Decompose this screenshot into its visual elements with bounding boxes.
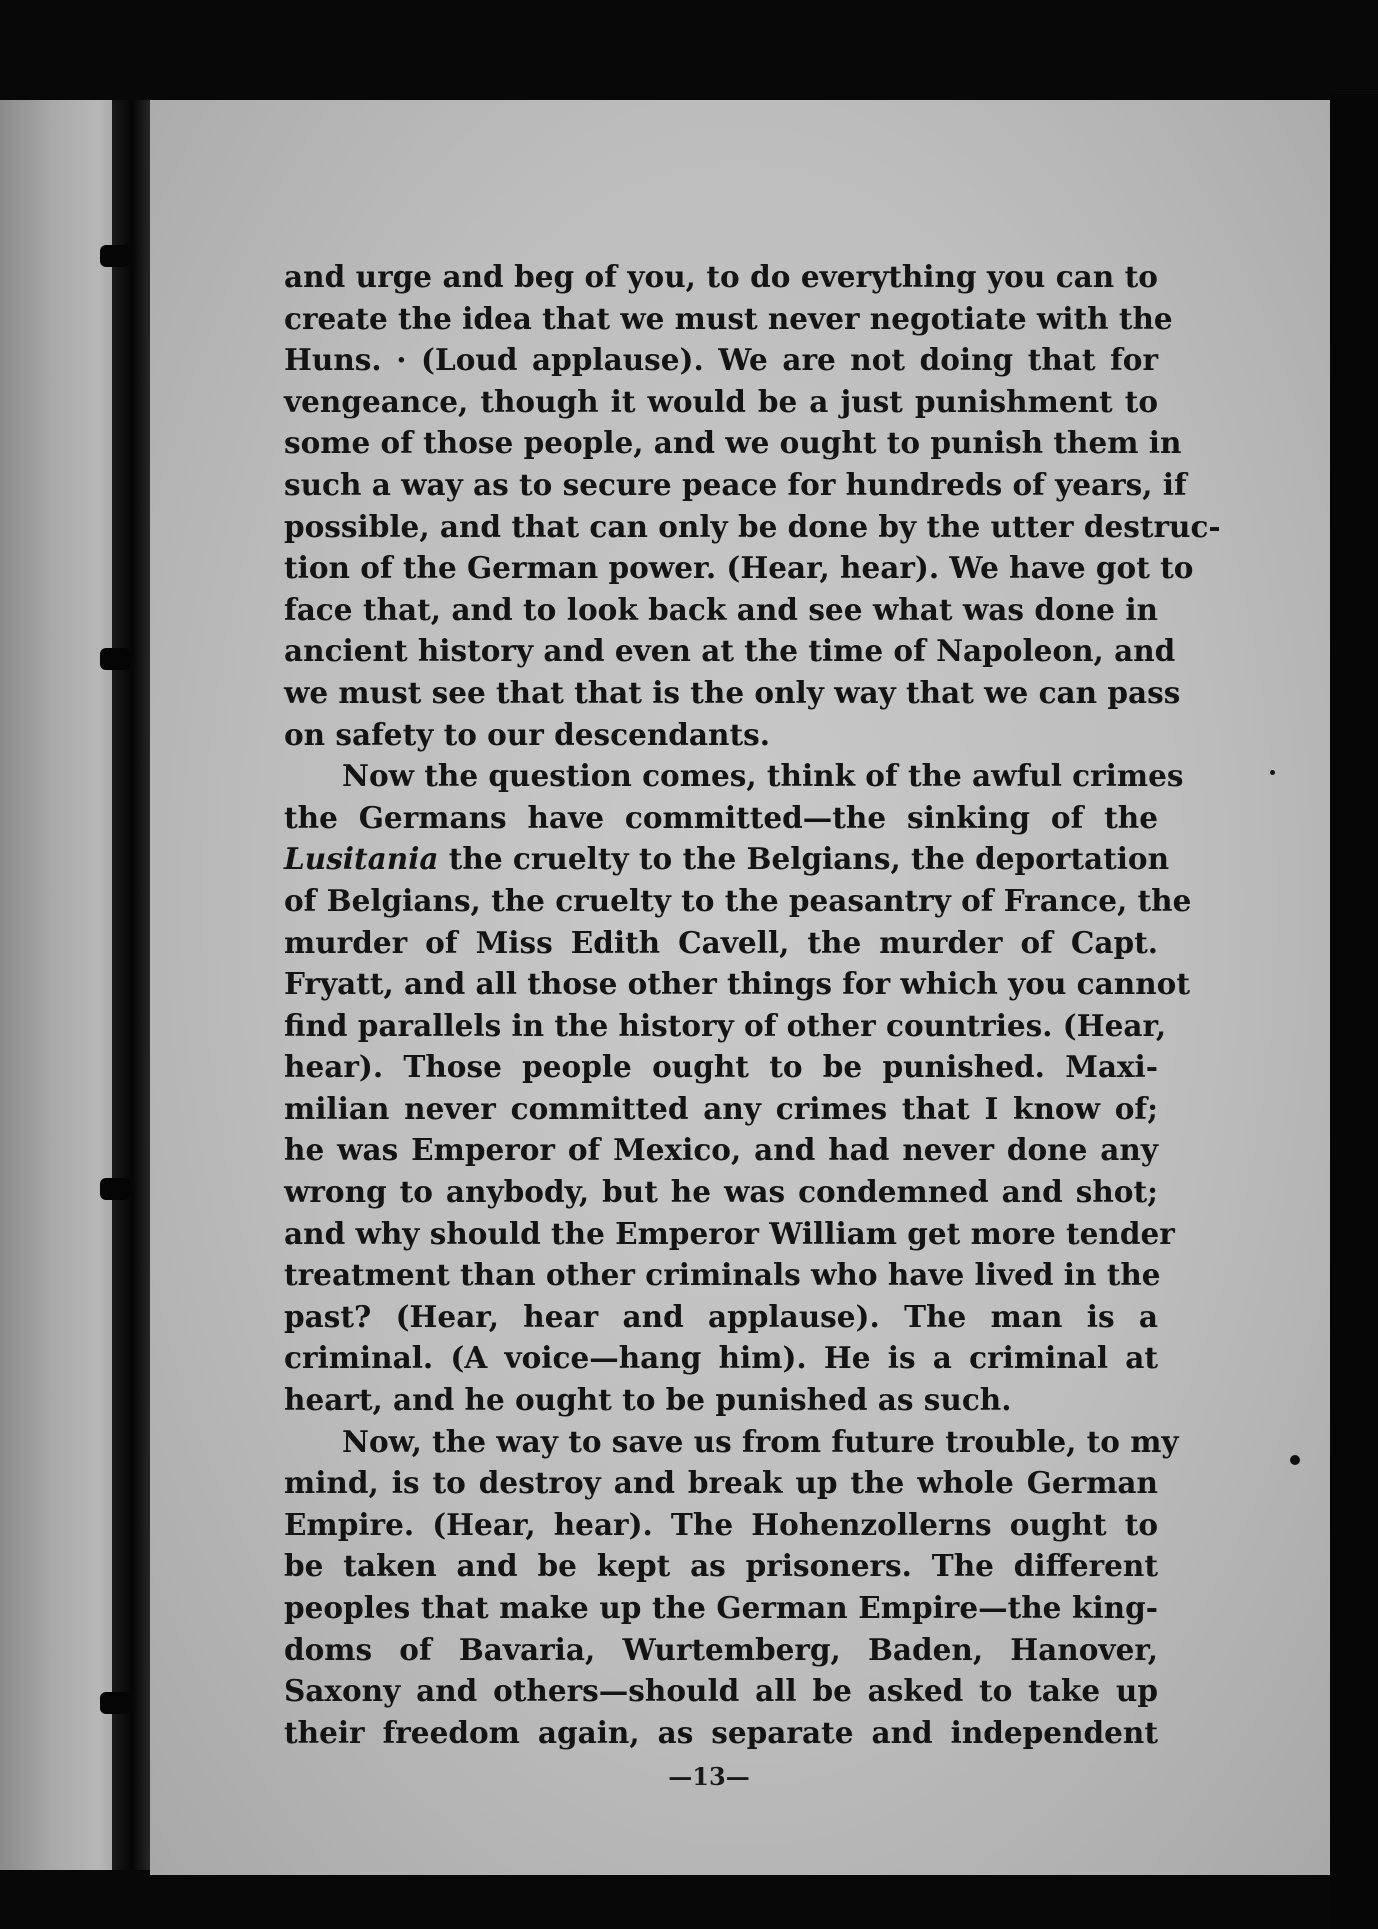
text-line: past? (Hear, hear and applause). The man is a bbox=[284, 1298, 1158, 1334]
text-line: Empire. (Hear, hear). The Hohenzollerns ought to bbox=[284, 1506, 1158, 1542]
text-line: milian never committed any crimes that I know of; bbox=[284, 1090, 1158, 1126]
text-line: some of those people, and we ought to punish them in bbox=[284, 425, 1182, 461]
text-line: doms of Bavaria, Wurtemberg, Baden, Hanover, bbox=[284, 1631, 1158, 1667]
text-line: create the idea that we must never negotiate with the bbox=[284, 300, 1173, 336]
paragraph-1 bbox=[284, 256, 1221, 755]
text-line: Huns. · (Loud applause). We are not doing that for bbox=[284, 342, 1158, 378]
binding-stitch bbox=[100, 1178, 130, 1200]
text-line: criminal. (A voice—hang him). He is a criminal at bbox=[284, 1340, 1158, 1376]
text-line: treatment than other criminals who have lived in the bbox=[284, 1257, 1161, 1293]
text-line: their freedom again, as separate and independent bbox=[284, 1714, 1158, 1750]
text-line: Now, the way to save us from future trouble, to my bbox=[342, 1423, 1179, 1459]
ship-name: Lusitania bbox=[284, 841, 439, 877]
text-line: possible, and that can only be done by the utter destruc- bbox=[284, 508, 1221, 544]
text-line: and why should the Emperor William get more tender bbox=[284, 1215, 1175, 1251]
text-line: such a way as to secure peace for hundreds of years, if bbox=[284, 466, 1187, 502]
text-line: face that, and to look back and see what was done in bbox=[284, 591, 1158, 627]
text-line: heart, and he ought to be punished as such. bbox=[284, 1382, 1012, 1418]
text-fragment: the cruelty to the Belgians, the deportation bbox=[438, 841, 1170, 877]
text-line: Fryatt, and all those other things for which you cannot bbox=[284, 966, 1190, 1002]
binding-stitch bbox=[100, 245, 130, 267]
text-line: mind, is to destroy and break up the whole German bbox=[284, 1465, 1158, 1501]
text-line: of Belgians, the cruelty to the peasantry of France, the bbox=[284, 882, 1192, 918]
scan-border bbox=[1330, 95, 1378, 1929]
text-line: murder of Miss Edith Cavell, the murder of Capt. bbox=[284, 924, 1158, 960]
text-line: hear). Those people ought to be punished. Maxi- bbox=[284, 1049, 1158, 1085]
text-line: wrong to anybody, but he was condemned and shot; bbox=[284, 1174, 1158, 1210]
text-line: we must see that that is the only way that we can pass bbox=[284, 674, 1181, 710]
text-line: find parallels in the history of other countries. (Hear, bbox=[284, 1007, 1167, 1043]
page-number: —13— bbox=[668, 1762, 750, 1791]
text-line: ancient history and even at the time of Napoleon, and bbox=[284, 633, 1176, 669]
text-line: vengeance, though it would be a just punishment to bbox=[284, 383, 1158, 419]
text-line: tion of the German power. (Hear, hear). We have got to bbox=[284, 550, 1194, 586]
text-line: Now the question comes, think of the awful crimes bbox=[342, 758, 1184, 794]
ink-speck bbox=[1270, 770, 1275, 775]
binding-stitch bbox=[100, 1692, 130, 1714]
text-line: he was Emperor of Mexico, and had never done any bbox=[284, 1132, 1158, 1168]
text-line: peoples that make up the German Empire—the king- bbox=[284, 1590, 1158, 1625]
text-line: the Germans have committed—the sinking of the bbox=[284, 799, 1158, 835]
text-line: Saxony and others—should all be asked to take up bbox=[284, 1673, 1158, 1709]
text-line bbox=[284, 838, 1170, 880]
binding-stitch bbox=[100, 648, 130, 670]
ink-speck bbox=[1290, 1455, 1300, 1465]
body-text bbox=[284, 256, 1221, 1753]
paragraph-3 bbox=[284, 1421, 1179, 1754]
book-binding bbox=[112, 100, 152, 1870]
paragraph-2 bbox=[284, 755, 1192, 1421]
text-line: be taken and be kept as prisoners. The different bbox=[284, 1548, 1158, 1584]
text-line: and urge and beg of you, to do everything you can to bbox=[284, 259, 1158, 294]
text-line: on safety to our descendants. bbox=[284, 716, 771, 752]
